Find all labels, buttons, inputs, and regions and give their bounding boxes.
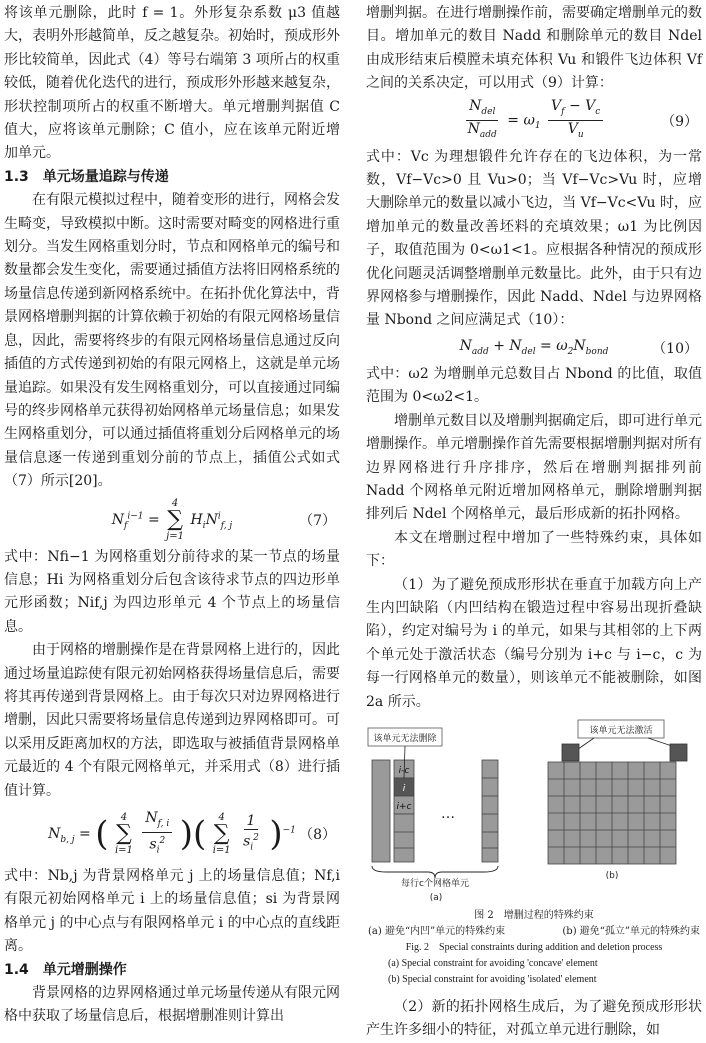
- paragraph: 将该单元删除，此时 f = 1。外形复杂系数 μ3 值越大，表明外形越简单，反之越复杂。初始时，预成形外形比较简单，因此式（4）等号右端第 3 项所占的权重较低，随着优化迭代的进行，预成形外形越来越复杂，形状控制项所占的权重不断增大。单元增删判据值 C 值大，应将该单元删除；C 值小，应在该单元附近增加单元。: [4, 5, 340, 162]
- panel-a: [368, 728, 498, 889]
- left-column: [4, 2, 340, 1029]
- label-cannot-activate: 该单元无法激活: [589, 725, 653, 736]
- equation-number: （9）: [661, 113, 698, 130]
- equation-number: （7）: [299, 512, 336, 529]
- equation-9: $\frac{N_{del}}{N_{add}}$ = $\omega_1$ $\frac{V_f - V_c}{V_u}$ （9）: [467, 98, 698, 140]
- cell-label-bot: i+c: [396, 801, 412, 812]
- paragraph: （2）新的拓扑网格生成后，为了避免预成形形状产生许多细小的特征，对孤立单元进行删除，如: [366, 998, 702, 1039]
- equation-number: （10）: [652, 340, 698, 357]
- paragraph: 式中：Nfi−1 为网格重划分前待求的某一节点的场量信息；Hi 为网格重划分后包含该待求节点的四边形单元形函数；Nif,j 为四边形单元 4 个节点上的场量信息。: [4, 548, 340, 635]
- grid-cell: [372, 760, 390, 862]
- isolated-cell: [670, 744, 687, 761]
- paragraph: 式中：Nb,j 为背景网格单元 j 上的场量信息值；Nf,i 有限元初始网格单元 i 上的场量信息值；si 为背景网格单元 j 的中心点与有限网格单元 i 的中心点的直线距离。: [4, 868, 340, 955]
- paragraph: 在有限元模拟过程中，随着变形的进行，网格会发生畸变，导致模拟中断。这时需要对畸变的网格进行重划分。当发生网格重划分时，节点和网格单元的编号和数量都会发生变化，需要通过插值方法将旧网格系统的场量信息传递到新网格系统中。在拓扑优化算法中，背景网格增删判据的计算依赖于初始的有限元网格场量信息，因此，需要将终步的有限元网格场量信息通过反向插值的方式传递到初始的有限元网格上，这就是单元场量追踪。如果没有发生网格重划分，可以直接通过同编号的终步网格单元获得初始网格单元场量信息；如果发生网格重划分，可以通过插值将重划分后网格单元的场量信息逐一传递到重划分前的节点上，插值公式如式（7）所示[20]。: [4, 192, 340, 490]
- panel-b: [548, 720, 687, 864]
- paragraph: 本文在增删过程中增加了一些特殊约束，具体如下：: [366, 529, 702, 570]
- subcaption-b: (b) 避免“孤立”单元的特殊约束: [562, 925, 700, 937]
- isolated-cell: [562, 744, 579, 761]
- figure-caption-en: Fig. 2 Special constraints during addition and deletion process: [405, 941, 663, 953]
- ellipsis: …: [441, 805, 455, 822]
- paragraph: 增删单元数目以及增删判据确定后，即可进行单元增删操作。单元增删操作首先需要根据增删判据对所有边界网格进行升序排序，然后在增删判据排列前 Nadd 个网格单元附近增加网格单元，删除增删判据排列后 Ndel 个网格单元，最后形成新的拓扑网格。: [366, 412, 702, 523]
- figure-subcaptions-cn: [366, 924, 702, 940]
- paragraph: 背景网格的边界网格通过单元场量传递从有限元网格中获取了场量信息后，根据增删准则计算出: [4, 985, 340, 1025]
- section-heading-1-3: 1.3 单元场量追踪与传递: [4, 168, 169, 185]
- paragraph: 由于网格的增删操作是在背景网格上进行的，因此通过场量追踪使有限元初始网格获得场量信息后，需要将其再传递到背景网格上。由于每次只对边界网格进行增删，因此只需要将场量信息传递到边界网格即可。可以采用反距离加权的方法，即选取与被插值背景网格单元最近的 4 个有限元网格单元，并采用式（8）进行插值计算。: [4, 642, 340, 799]
- brace-label: 每行c个网格单元: [401, 878, 469, 889]
- grid-cell: [394, 814, 414, 862]
- equation-7: $N_f^{i-1}$ = 4 ∑ j=1 $H_iN^i_{f, j}$ （7）: [111, 497, 336, 542]
- figure-subcaption-en-b: (b) Special constraint for avoiding 'isolated' element: [388, 973, 597, 985]
- equation-10: $N_{add} + N_{del} = \omega_2N_{bond}$ （10）: [459, 338, 698, 358]
- paragraph: 增删判据。在进行增删操作前，需要确定增删单元的数目。增加单元的数目 Nadd 和删除单元的数目 Ndel 由成形结束后模膛未填充体积 Vu 和锻件飞边体积 Vf 之间的关系决定，可以用式（9）计算：: [366, 5, 702, 92]
- figure-2-diagram: [366, 718, 702, 903]
- section-heading-1-4: 1.4 单元增删操作: [4, 961, 127, 978]
- cell-label-mid: i: [402, 783, 406, 794]
- subfigure-label-a: (a): [429, 892, 443, 903]
- paragraph: 式中：ω2 为增删单元总数目占 Nbond 的比值，取值范围为 0<ω2<1。: [366, 365, 702, 406]
- label-cannot-delete: 该单元无法删除: [373, 733, 437, 744]
- right-column: [366, 2, 702, 1043]
- subfigure-label-b: (b): [605, 870, 619, 881]
- figure-caption-cn: 图 2 增删过程的特殊约束: [474, 909, 594, 921]
- equation-8: $N_{b, j}$ = ( 4 ∑ i=1 $\frac{N_{f, i}}{s_i^2}$ )( 4 ∑ i=1 $\frac{1}{s_i^2}$ )$^{-1}$ （8）: [48, 809, 336, 856]
- figure-subcaption-en-a: (a) Special constraint for avoiding 'concave' element: [388, 957, 598, 969]
- grid-cell: [482, 760, 498, 862]
- paragraph: 式中：Vc 为理想锻件允许存在的飞边体积，为一常数，Vf−Vc>0 且 Vu>0；当 Vf−Vc>Vu 时，应增大删除单元的数量以减小飞边，当 Vf−Vc<Vu 时，应增加单元的数量改善坯料的充填效果；ω1 为比例因子，取值范围为 0<ω1<1。应根据各种情况的预成形优化问题灵活调整增删单元数量比。此外，由于只有边界网格参与增删操作，因此 Nadd、Ndel 与边界网格量 Nbond 之间应满足式（10）：: [366, 148, 702, 329]
- figure-2: [366, 718, 702, 908]
- equation-number: （8）: [299, 827, 336, 843]
- subcaption-a: (a) 避免“内凹”单元的特殊约束: [368, 925, 506, 937]
- paragraph: （1）为了避免预成形形状在垂直于加载方向上产生内凹缺陷（内凹结构在锻造过程中容易出现折叠缺陷），约定对编号为 i 的单元，如果与其相邻的上下两个单元处于激活状态（编号分别为 i+c 与 i−c，c 为每一行网格单元的数量），则该单元不能被删除，如图 2a 所示。: [366, 576, 702, 710]
- cell-label-top: i-c: [398, 765, 410, 776]
